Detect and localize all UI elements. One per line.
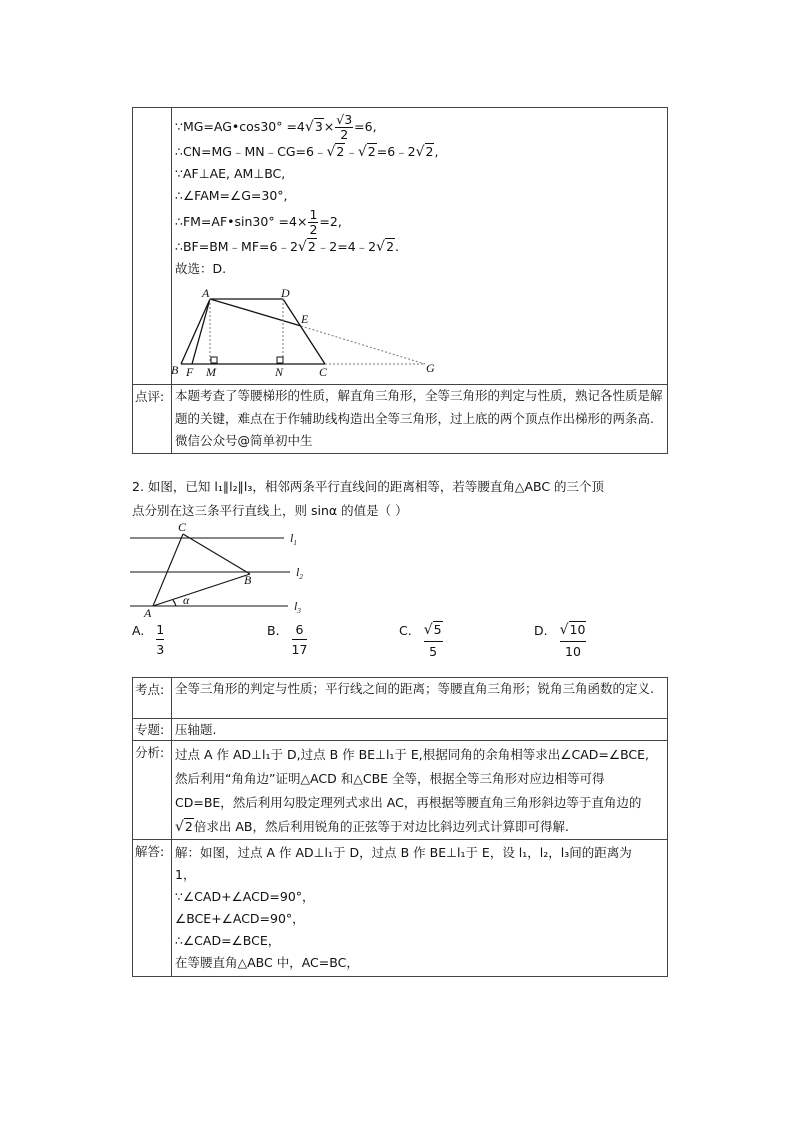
option-b[interactable]: B. $\frac{6}{17}$ bbox=[267, 622, 308, 657]
jieda-line-5: ∴∠CAD=∠BCE， bbox=[175, 933, 281, 948]
option-c[interactable]: C. $\frac{√5}{5}$ bbox=[399, 622, 442, 659]
label-l3: $l_3$ bbox=[294, 599, 301, 615]
fenxi-line-4: √2倍求出 AB，然后利用锐角的正弦等于对边比斜边列式计算即可得解. bbox=[175, 819, 569, 835]
question-2-line-2: 点分别在这三条平行直线上，则 sinα 的值是（ ） bbox=[132, 503, 408, 518]
fenxi-content bbox=[172, 741, 668, 840]
solution-table-1 bbox=[132, 107, 668, 454]
label-A2: A bbox=[144, 606, 152, 620]
question-2-line-1: 2. 如图，已知 l₁∥l₂∥l₃，相邻两条平行直线间的距离相等，若等腰直角△ABC 的三个顶 bbox=[132, 479, 605, 494]
solution-line-5: ∴FM=AF•sin30° =4× $\frac{1}{2}$ =2, bbox=[175, 207, 342, 237]
fenxi-line-2: 然后利用“角角边”证明△ACD 和△CBE 全等，根据全等三角形对应边相等可得 bbox=[175, 771, 605, 786]
jieda-line-4: ∠BCE+∠ACD=90°， bbox=[175, 911, 305, 926]
trapezoid-figure bbox=[165, 284, 445, 382]
fenxi-label: 分析: bbox=[133, 741, 172, 840]
jieda-line-6: 在等腰直角△ABC 中，AC=BC， bbox=[175, 955, 359, 970]
fenxi-line-3: CD=BE，然后利用勾股定理列式求出 AC，再根据等腰直角三角形斜边等于直角边的 bbox=[175, 795, 642, 810]
jieda-label: 解答: bbox=[133, 840, 172, 977]
kaodian-text: 全等三角形的判定与性质；平行线之间的距离；等腰直角三角形；锐角三角函数的定义. bbox=[172, 678, 668, 719]
parallel-lines-figure bbox=[128, 520, 318, 620]
kaodian-label: 考点: bbox=[133, 678, 172, 719]
label-C2: C bbox=[178, 520, 187, 534]
label-E: E bbox=[301, 312, 309, 326]
jieda-line-3: ∵∠CAD+∠ACD=90°， bbox=[175, 889, 315, 904]
review-label: 点评: bbox=[133, 385, 172, 454]
label-l1: $l_1$ bbox=[290, 531, 297, 547]
fenxi-line-1: 过点 A 作 AD⊥l₁于 D,过点 B 作 BE⊥l₁于 E,根据同角的余角相等求出∠CAD=∠BCE, bbox=[175, 747, 650, 762]
option-a[interactable]: A. $\frac{1}{3}$ bbox=[132, 622, 165, 657]
choose-answer: 故选：D. bbox=[175, 261, 227, 276]
label-M: M bbox=[206, 365, 216, 379]
jieda-line-2: 1， bbox=[175, 867, 196, 882]
review-text: 本题考查了等腰梯形的性质，解直角三角形，全等三角形的判定与性质，熟记各性质是解题的关键，难点在于作辅助线构造出全等三角形，过上底的两个顶点作出梯形的两条高. 微信公众号@简单初中生 bbox=[172, 385, 668, 454]
solution-line-2: ∴CN=MG﹣MN﹣CG=6﹣√2﹣√2=6﹣2√2, bbox=[175, 144, 439, 160]
jieda-line-1: 解：如图，过点 A 作 AD⊥l₁于 D，过点 B 作 BE⊥l₁于 E，设 l₁，l₂，l₃间的距离为 bbox=[175, 845, 632, 860]
jieda-content bbox=[172, 840, 668, 977]
label-A: A bbox=[202, 286, 210, 300]
label-B2: B bbox=[244, 573, 252, 587]
zhuanti-text: 压轴题. bbox=[172, 719, 668, 741]
label-C: C bbox=[319, 365, 328, 379]
label-G: G bbox=[426, 361, 435, 375]
label-N: N bbox=[275, 365, 284, 379]
answer-table-2 bbox=[132, 677, 668, 977]
option-d[interactable]: D. $\frac{√10}{10}$ bbox=[534, 622, 586, 659]
solution-line-4: ∴∠FAM=∠G=30°, bbox=[175, 188, 288, 203]
label-l2: $l_2$ bbox=[296, 565, 303, 581]
label-alpha: α bbox=[183, 593, 190, 607]
solution-line-3: ∵AF⊥AE, AM⊥BC, bbox=[175, 166, 286, 181]
label-D: D bbox=[281, 286, 290, 300]
zhuanti-label: 专题: bbox=[133, 719, 172, 741]
solution-line-1: ∵MG=AG•cos30° =4√3× $\frac{√3}{2}$ =6, bbox=[175, 112, 377, 142]
label-F: F bbox=[186, 365, 194, 379]
solution-line-6: ∴BF=BM﹣MF=6﹣2√2﹣2=4﹣2√2. bbox=[175, 239, 399, 255]
label-B: B bbox=[171, 363, 179, 377]
